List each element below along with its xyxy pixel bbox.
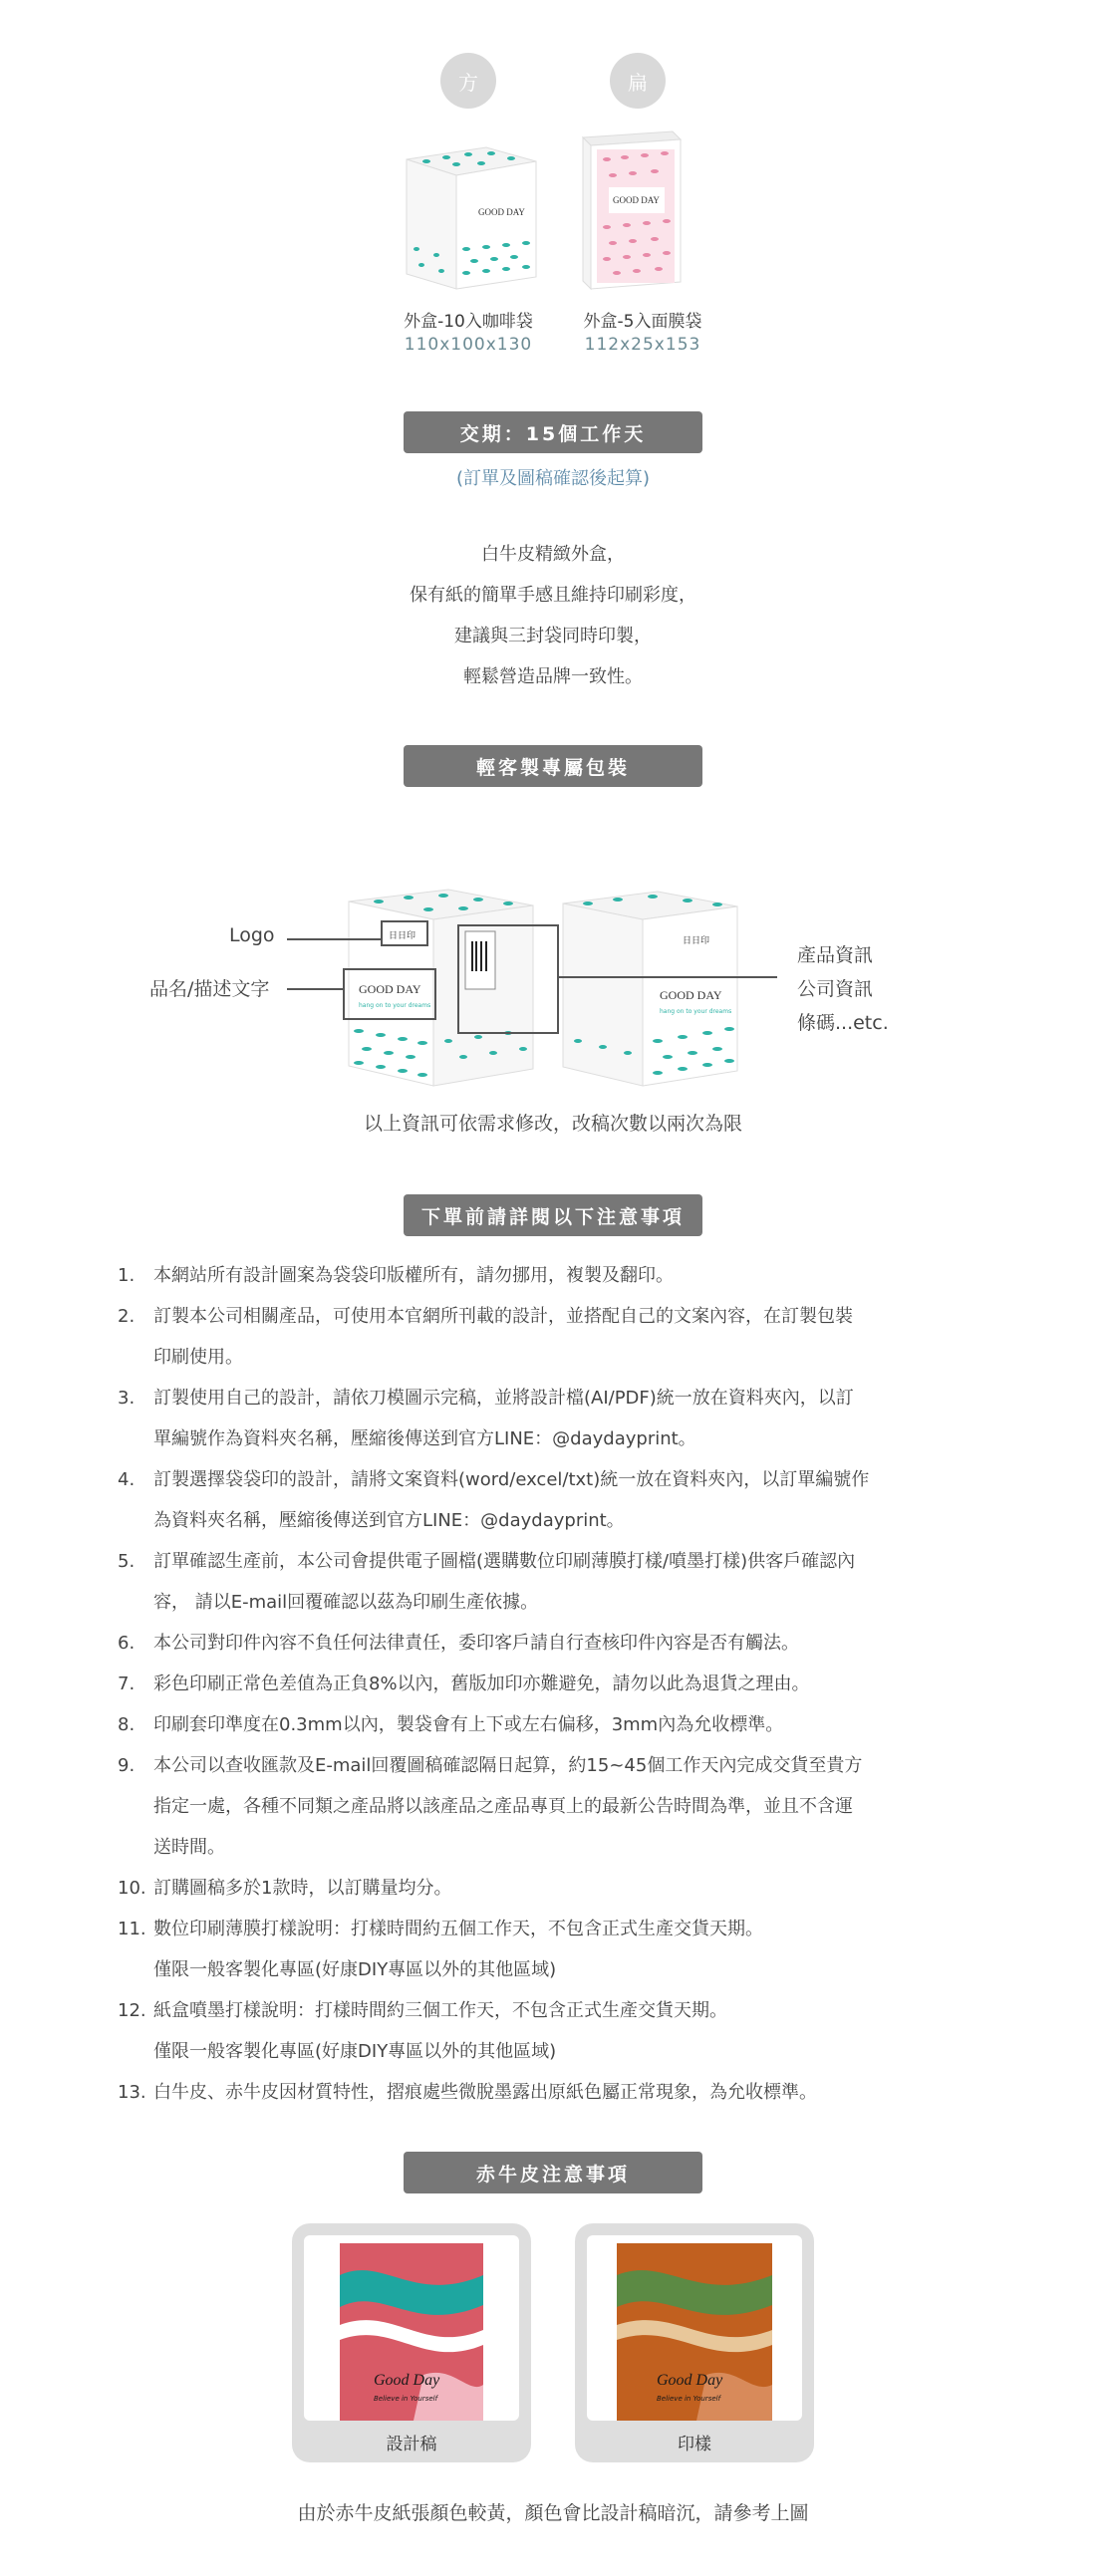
description-line-3: 建議與三封袋同時印製，: [454, 626, 652, 646]
print-sample-image: [587, 2235, 802, 2421]
flat-box-brand: GOOD DAY: [613, 195, 660, 205]
notice-item: [110, 2072, 1006, 2113]
label-product-info: 產品資訊: [797, 944, 874, 966]
flat-box-caption: 外盒-5入面膜袋: [583, 312, 702, 332]
notice-number: 1.: [118, 1265, 136, 1286]
lead-time-note: (訂單及圖稿確認後起算): [455, 468, 651, 489]
description-line-4: 輕鬆營造品牌一致性。: [463, 666, 643, 687]
kraft-footnote: 由於赤牛皮紙張顏色較黃，顏色會比設計稿暗沉，請參考上圖: [297, 2502, 809, 2524]
custom-footnote: 以上資訊可依需求修改，改稿次數以兩次為限: [363, 1113, 742, 1135]
notice-line: 訂製選擇袋袋印的設計，請將文案資料(word/excel/txt)統一放在資料夾內，以訂單編號作: [153, 1469, 870, 1490]
notice-line: 容， 請以E-mail回覆確認以茲為印刷生產依據。: [153, 1592, 539, 1613]
label-logo: Logo: [229, 924, 275, 946]
notices-title: [404, 1194, 702, 1236]
notice-number: 3.: [118, 1388, 136, 1409]
kraft-section-title-text: 赤牛皮注意事項: [475, 2163, 630, 2186]
description-line-1: 白牛皮精緻外盒，: [481, 544, 625, 565]
custom-section-title: [404, 745, 702, 787]
design-proof-title: Good Day: [374, 2372, 440, 2389]
name-leader-line: [287, 988, 345, 990]
label-barcode: 條碼...etc.: [797, 1012, 889, 1034]
print-sample-art: [587, 2235, 802, 2421]
print-sample-label: 印樣: [678, 2434, 711, 2454]
label-name: 品名/描述文字: [149, 978, 270, 1000]
left-box-tagline: hang on to your dreams: [359, 1002, 431, 1009]
square-box-caption: 外盒-10入咖啡袋: [404, 312, 533, 332]
notice-line: 本公司以查收匯款及E-mail回覆圖稿確認隔日起算，約15~45個工作天內完成交貨至貴方: [153, 1755, 863, 1776]
design-proof-sub: Believe in Yourself: [374, 2395, 438, 2403]
notice-line: 送時間。: [153, 1837, 225, 1858]
logo-mark-left: 日日印: [389, 931, 416, 941]
notice-number: 13.: [118, 2082, 146, 2103]
notice-line: 指定一處，各種不同類之產品將以該產品之產品專頁上的最新公告時間為準，並且不含運: [153, 1796, 853, 1817]
notices-list: [110, 1255, 1006, 2113]
notice-number: 11.: [118, 1919, 146, 1939]
notice-number: 7.: [118, 1674, 136, 1694]
design-proof-card: [292, 2223, 531, 2462]
print-sample-card: [575, 2223, 814, 2462]
notice-number: 12.: [118, 2000, 146, 2021]
notice-item: [110, 1990, 1006, 2072]
notice-number: 4.: [118, 1469, 136, 1490]
square-box-image: [397, 139, 546, 299]
description-line-2: 保有紙的簡單手感且維持印刷彩度，: [410, 585, 696, 606]
notices-title-text: 下單前請詳閱以下注意事項: [420, 1205, 685, 1228]
left-box-brand: GOOD DAY: [359, 982, 421, 996]
flat-box-dims: 112x25x153: [584, 335, 701, 355]
label-company-info: 公司資訊: [797, 978, 874, 1000]
logo-mark-right: 日日印: [683, 936, 710, 946]
design-proof-image: [304, 2235, 519, 2421]
notice-line: 數位印刷薄膜打樣說明：打樣時間約五個工作天，不包含正式生產交貨天期。: [153, 1919, 763, 1939]
notice-line: 紙盒噴墨打樣說明：打樣時間約三個工作天，不包含正式生產交貨天期。: [153, 2000, 727, 2021]
design-proof-label: 設計稿: [386, 2434, 437, 2454]
square-box-brand: GOOD DAY: [478, 207, 525, 217]
notice-number: 6.: [118, 1633, 136, 1654]
notice-line: 印刷套印準度在0.3mm以內，製袋會有上下或左右偏移，3mm內為允收標準。: [153, 1714, 784, 1735]
design-proof-art: [304, 2235, 519, 2421]
lead-time-pill: [404, 411, 702, 453]
notice-line: 單編號作為資料夾名稱，壓縮後傳送到官方LINE：@daydayprint。: [153, 1428, 696, 1449]
right-box-brand: GOOD DAY: [660, 988, 722, 1002]
notice-line: 印刷使用。: [153, 1347, 243, 1368]
notice-item: [110, 1745, 1006, 1868]
notice-line: 訂單確認生產前，本公司會提供電子圖檔(選購數位印刷薄膜打樣/噴墨打樣)供客戶確認內: [153, 1551, 856, 1572]
print-sample-title: Good Day: [657, 2372, 723, 2389]
notice-number: 9.: [118, 1755, 136, 1776]
notice-number: 5.: [118, 1551, 136, 1572]
notice-item: [110, 1704, 1006, 1745]
notice-line: 訂製本公司相關產品，可使用本官網所刊載的設計，並搭配自己的文案內容，在訂製包裝: [153, 1306, 853, 1327]
notice-number: 8.: [118, 1714, 136, 1735]
custom-boxes-image: [339, 882, 787, 1101]
notice-number: 10.: [118, 1878, 146, 1899]
notice-line: 白牛皮、赤牛皮因材質特性，摺痕處些微脫墨露出原紙色屬正常現象，為允收標準。: [153, 2082, 817, 2103]
flat-box-image: [573, 128, 692, 297]
right-box-tagline: hang on to your dreams: [660, 1008, 732, 1015]
badge-flat: [610, 53, 666, 109]
notice-item: [110, 1664, 1006, 1704]
notice-line: 為資料夾名稱，壓縮後傳送到官方LINE：@daydayprint。: [153, 1510, 625, 1531]
notice-item: [110, 1378, 1006, 1459]
notice-line: 訂製使用自己的設計，請依刀模圖示完稿，並將設計檔(AI/PDF)統一放在資料夾內，以訂: [153, 1388, 854, 1409]
notice-item: [110, 1255, 1006, 1296]
notice-line: 本網站所有設計圖案為袋袋印版權所有，請勿挪用，複製及翻印。: [153, 1265, 674, 1286]
notice-line: 僅限一般客製化專區(好康DIY專區以外的其他區域): [153, 2041, 557, 2062]
notice-item: [110, 1623, 1006, 1664]
badge-square: [440, 53, 496, 109]
custom-section-title-text: 輕客製專屬包裝: [475, 756, 630, 779]
notice-item: [110, 1868, 1006, 1909]
notice-line: 彩色印刷正常色差值為正負8%以內，舊版加印亦難避免，請勿以此為退貨之理由。: [153, 1674, 810, 1694]
badge-square-text: 方: [458, 70, 478, 95]
notice-number: 2.: [118, 1306, 136, 1327]
kraft-section-title: [404, 2152, 702, 2193]
print-sample-sub: Believe in Yourself: [657, 2395, 721, 2403]
notice-item: [110, 1541, 1006, 1623]
notice-item: [110, 1296, 1006, 1378]
lead-time-label: 交期：15個工作天: [459, 422, 647, 445]
notice-line: 訂購圖稿多於1款時，以訂購量均分。: [153, 1878, 452, 1899]
logo-leader-line: [287, 938, 382, 940]
badge-flat-text: 扁: [628, 70, 648, 95]
notice-line: 僅限一般客製化專區(好康DIY專區以外的其他區域): [153, 1959, 557, 1980]
notice-line: 本公司對印件內容不負任何法律責任，委印客戶請自行查核印件內容是否有觸法。: [153, 1633, 799, 1654]
square-box-dims: 110x100x130: [404, 335, 533, 355]
notice-item: [110, 1459, 1006, 1541]
notice-item: [110, 1909, 1006, 1990]
